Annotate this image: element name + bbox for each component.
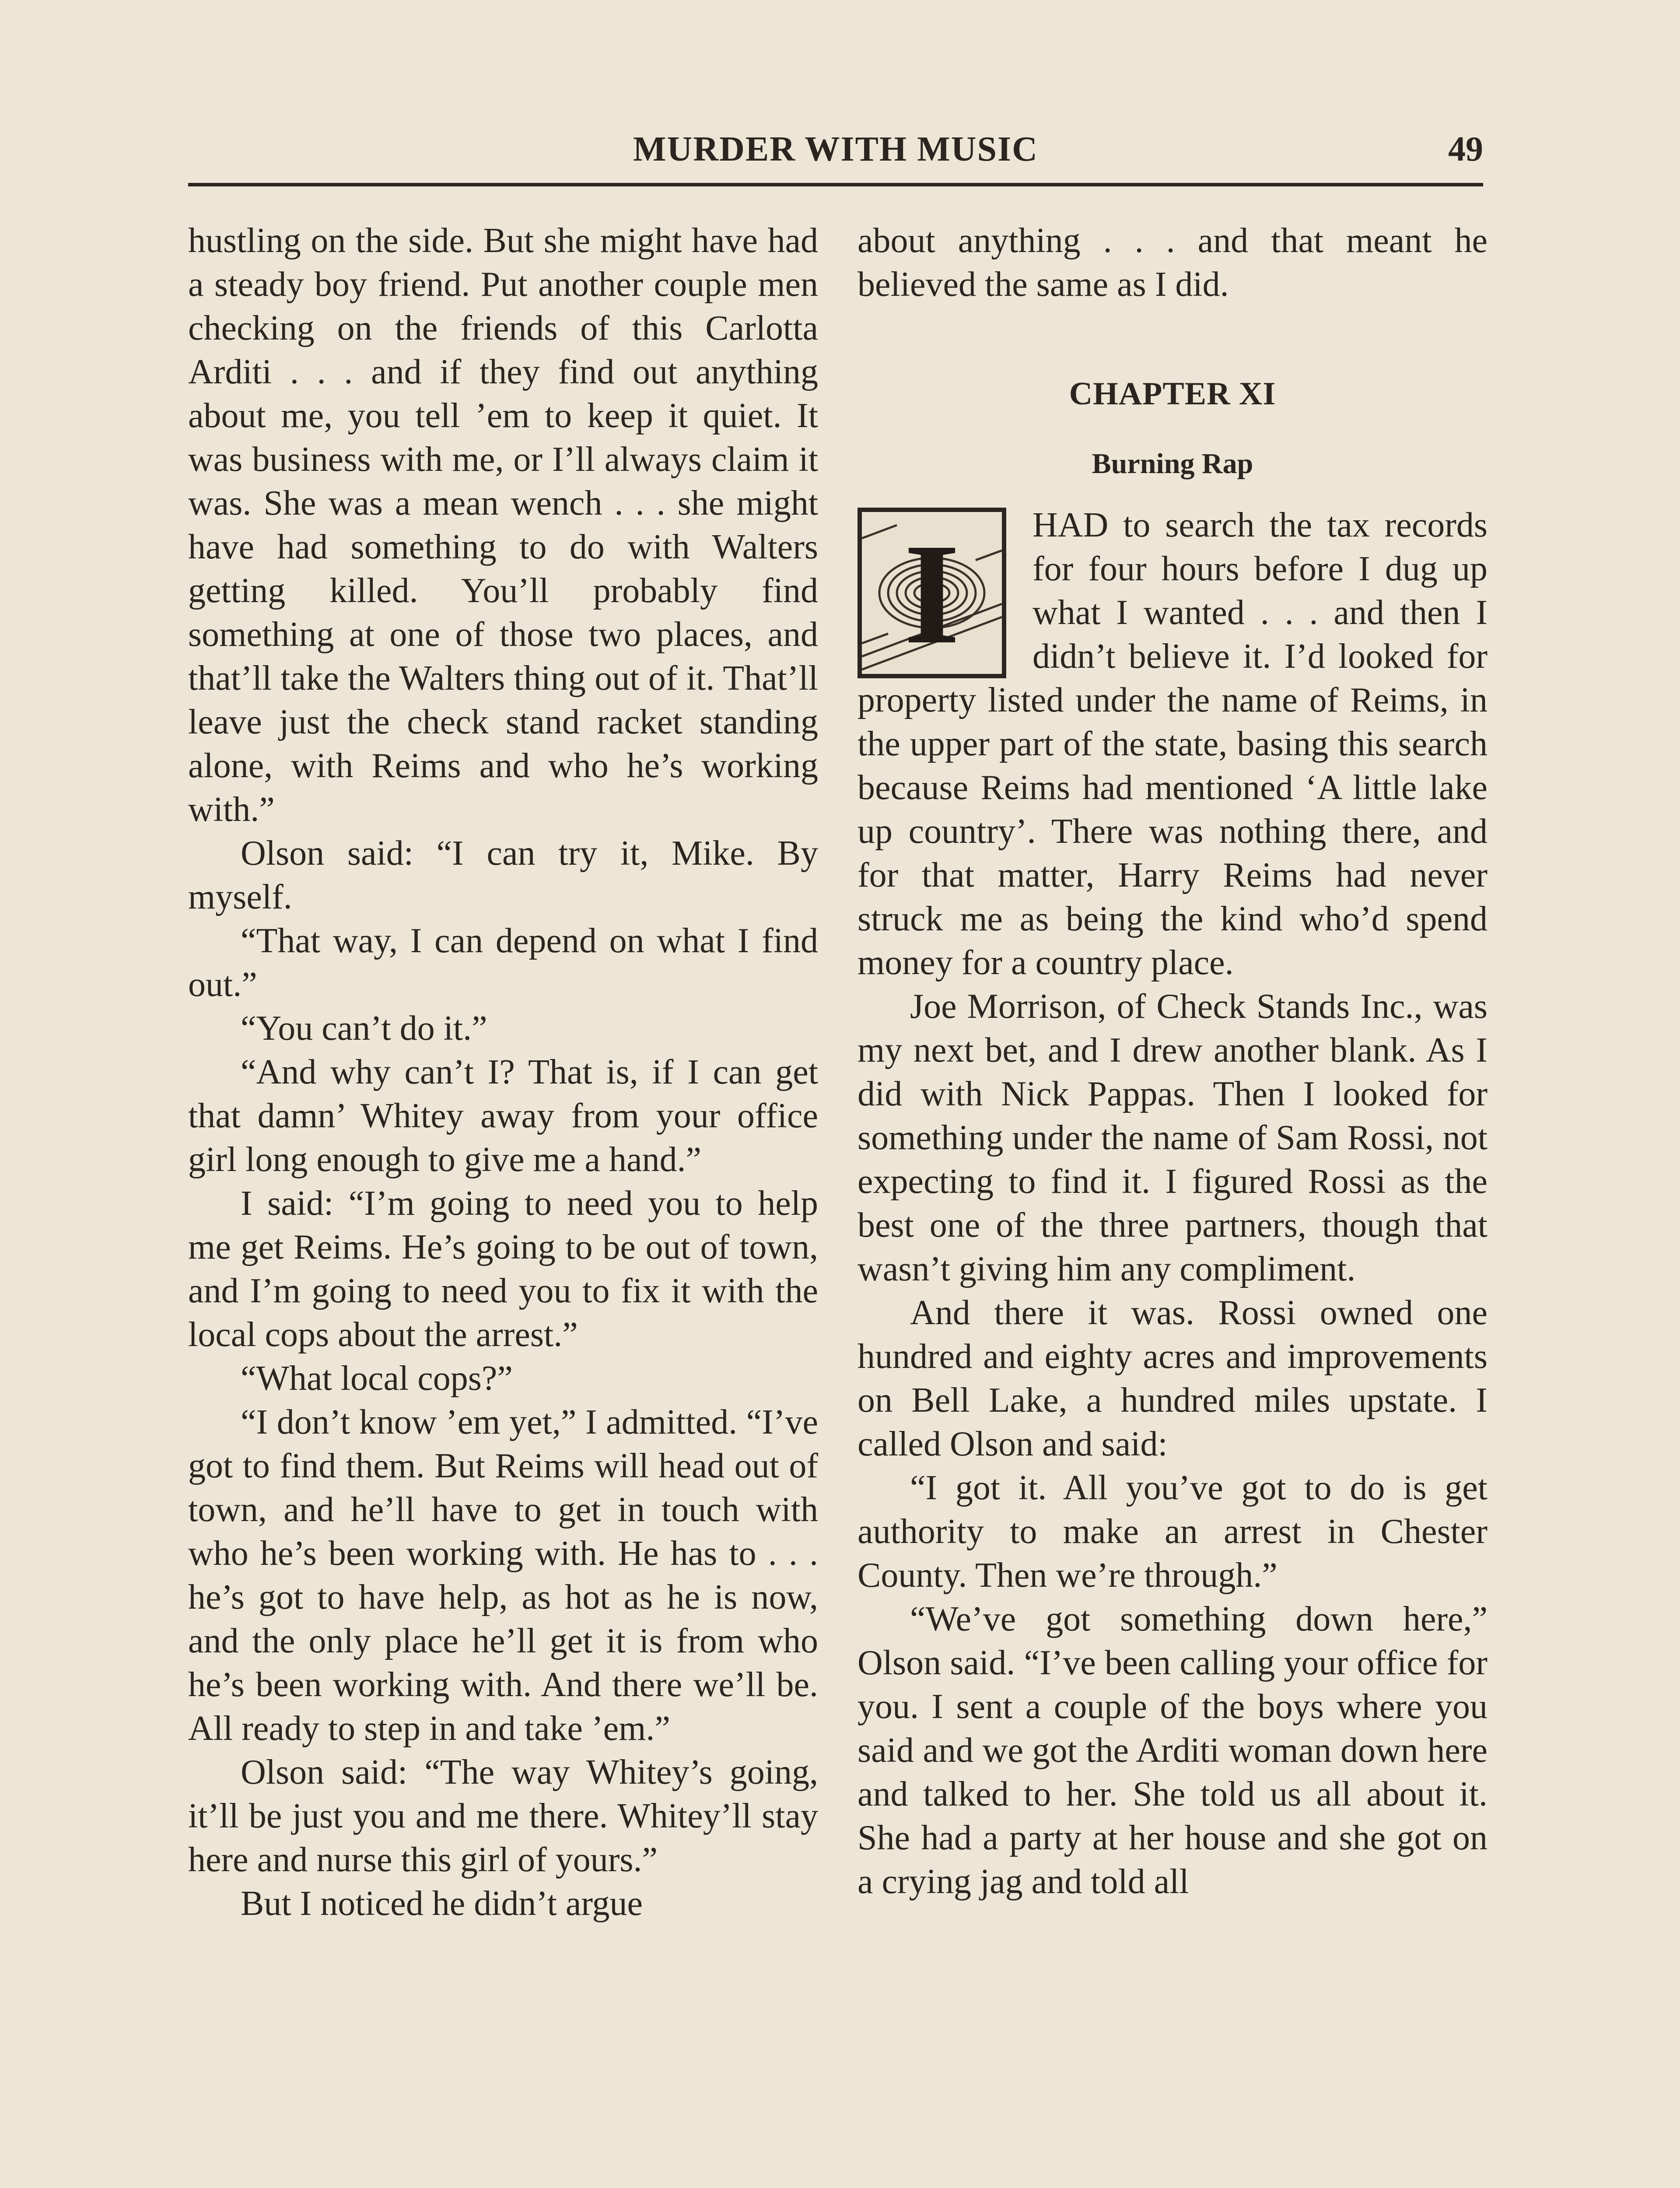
paragraph: Olson said: “I can try it, Mike. By myself. — [188, 834, 818, 916]
paragraph: “I don’t know ’em yet,” I admitted. “I’ve got to find them. But Reims will head out of town, and he’ll have to get in touch with who he’s been working with. He has to . . . he’s got to have help, as hot as he is now, and the only place he’ll get it is from who he’s been working with. And there we’ll be. All ready to step in and take ’em.” — [188, 1403, 818, 1748]
chapter-subtitle: Burning Rap — [1092, 448, 1253, 480]
paragraph: “I got it. All you’ve got to do is get authority to make an arrest in Chester County. Then we’re through.” — [858, 1469, 1488, 1595]
paragraph: hustling on the side. But she might have had a steady boy friend. Put another couple men checking on the friends of this Carlotta Arditi . . . and if they find out anything about me, you tell ’em to keep it quiet. It was business with me, or I’ll always claim it was. She was a mean wench . . . she might have had something to do with Walters getting killed. You’ll probably find something at one of those two places, and that’ll take the Walters thing out of it. That’ll leave just the check stand racket standing alone, with Reims and who he’s working with.” — [188, 221, 818, 829]
paragraph: I said: “I’m going to need you to help me get Reims. He’s going to be out of town, and I’m going to need you to fix it with the local cops about the arrest.” — [188, 1184, 818, 1354]
paragraph: “That way, I can depend on what I find out.” — [188, 922, 818, 1004]
paragraph: “We’ve got something down here,” Olson said. “I’ve been calling your office for you. I sent a couple of the boys where you said and we got the Arditi woman down here and talked to her. She told us all about it. She had a party at her house and she got on a crying jag and told all — [858, 1600, 1488, 1901]
header-rule — [188, 183, 1483, 186]
paragraph: “You can’t do it.” — [241, 1009, 487, 1048]
right-column — [858, 219, 1488, 2188]
chapter-heading: CHAPTER XI — [1069, 376, 1276, 412]
paragraph: HAD to search the tax records for four hours before I dug up what I wanted . . . and then I didn’t believe it. I’d looked for property listed under the name of Reims, in the upper part of the state, basing this search because Reims had mentioned ‘A little lake up country’. There was nothing there, and for that matter, Harry Reims had never struck me as being the kind who’d spend money for a country place. — [858, 506, 1488, 982]
paragraph: Joe Morrison, of Check Stands Inc., was my next bet, and I drew another blank. As I did with Nick Pappas. Then I looked for something under the name of Sam Rossi, not expecting to find it. I figured Rossi as the best one of the three partners, though that wasn’t giving him any compliment. — [858, 987, 1488, 1288]
paragraph: And there it was. Rossi owned one hundred and eighty acres and improvements on Bell Lake, a hundred miles upstate. I called Olson and said: — [858, 1294, 1488, 1463]
page-number: 49 — [1448, 130, 1483, 168]
dropcap — [858, 508, 1006, 678]
page-header — [188, 125, 1483, 182]
dropcap-letter: I — [903, 514, 960, 674]
paragraph: Olson said: “The way Whitey’s going, it’ll be just you and me there. Whitey’ll stay here and nurse this girl of yours.” — [188, 1753, 818, 1879]
left-column — [188, 219, 818, 2188]
paragraph: “And why can’t I? That is, if I can get that damn’ Whitey away from your office girl long enough to give me a hand.” — [188, 1053, 818, 1179]
paragraph: about anything . . . and that meant he believed the same as I did. — [858, 221, 1488, 304]
paragraph: But I noticed he didn’t argue — [241, 1884, 643, 1923]
running-title: MURDER WITH MUSIC — [633, 130, 1038, 168]
paragraph: “What local cops?” — [241, 1359, 513, 1398]
